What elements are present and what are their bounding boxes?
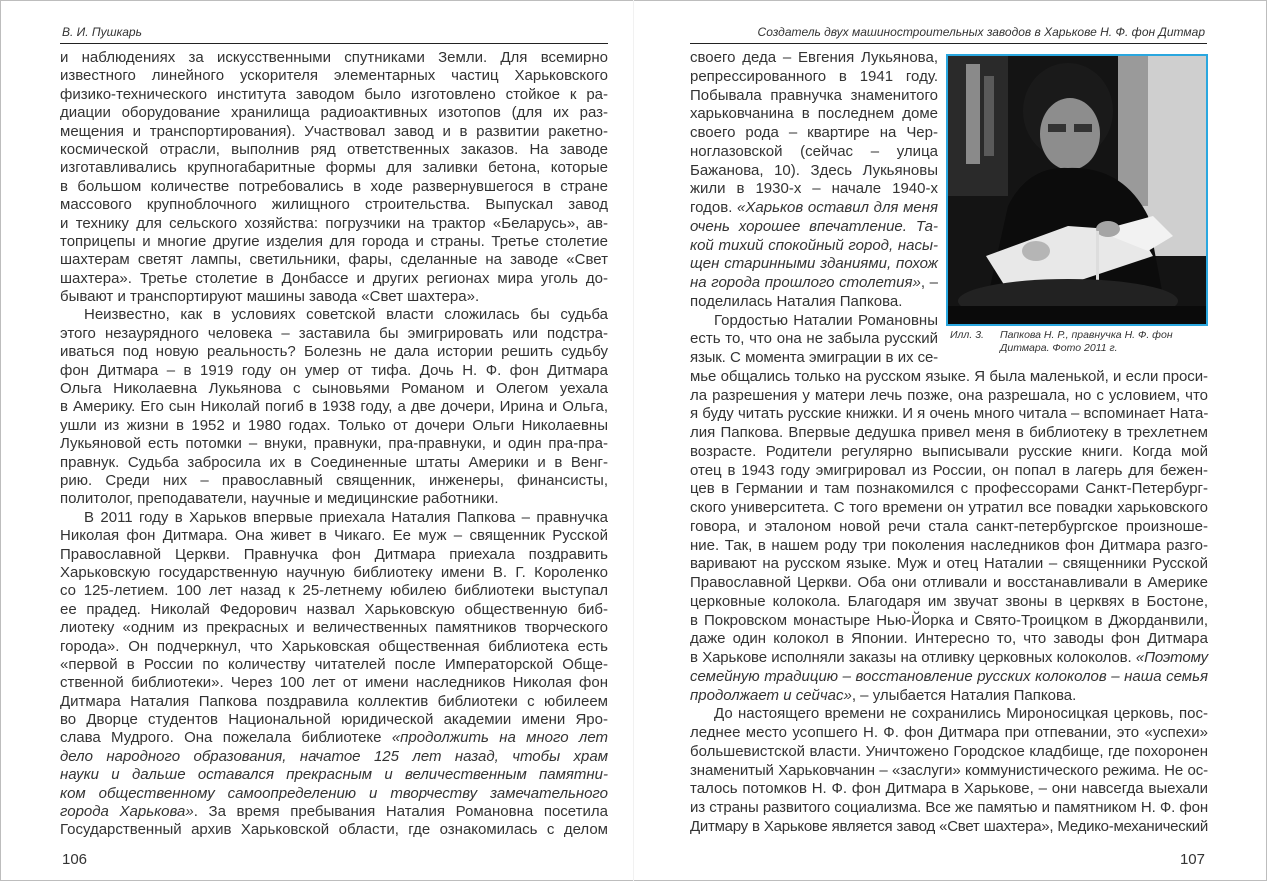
text-segment: со 125-летием. 100 лет назад к 25-летнему юбилею библиотеки выступал — [60, 582, 608, 600]
text-line — [60, 215, 608, 233]
text-line — [690, 443, 1208, 462]
text-segment: цев в Германии и там познакомился с профессорами Санкт-Петербург- — [690, 480, 1208, 498]
figure-photo — [946, 54, 1208, 326]
text-segment: Гордостью Наталии Романовны — [714, 311, 938, 329]
text-segment: ла разрешения у матери лечь позже, она разрешала, но с условием, что — [690, 386, 1208, 404]
text-segment: большевистской власти. Уничтожено Городское кладбище, где похоронен — [690, 742, 1208, 760]
photo-woman-writing-image — [948, 56, 1206, 324]
text-line — [60, 435, 608, 453]
text-line — [60, 306, 608, 324]
text-line — [690, 668, 1208, 687]
text-line — [690, 330, 938, 349]
text-line — [690, 124, 938, 143]
text-line — [60, 490, 608, 508]
text-line — [690, 293, 938, 312]
text-line — [690, 274, 938, 293]
text-segment: церковные колокола. Благодаря им звучат звоны в церквях в Бостоне, — [690, 592, 1208, 610]
figure-label: Илл. 3. — [950, 329, 984, 341]
text-line — [60, 362, 608, 380]
text-line — [60, 159, 608, 177]
text-segment: говора, и эталоном новой речи стала санкт-петербургское произноше- — [690, 517, 1208, 535]
italic-quote-segment: ком общественному самоопределению и творчеству замечательного — [60, 784, 608, 802]
text-line — [690, 349, 938, 368]
text-segment: шахтера». Третье столетие в Донбассе и других регионах мира уголь до- — [60, 269, 608, 287]
text-segment: политолог, преподаватели, научные и медицинские работники. — [60, 490, 499, 508]
running-head-right: Создатель двух машиностроительных заводов в Харькове Н. Ф. фон Дитмар — [757, 25, 1205, 39]
text-line — [60, 693, 608, 711]
text-line — [60, 123, 608, 141]
text-segment: и технику для сельского хозяйства: погрузчики на трактор «Беларусь», ав- — [60, 214, 608, 232]
text-line — [690, 312, 938, 331]
text-line — [60, 417, 608, 435]
text-segment: в Харькове исполняли заказы на отливку церковных колоколов. — [690, 649, 1136, 666]
text-segment: Харьковскую государственную научную библиотеку имени В. Г. Короленко — [60, 563, 608, 581]
text-segment: , – улыбается Наталия Папкова. — [851, 686, 1077, 704]
text-line — [60, 785, 608, 803]
italic-quote-segment: дело народного образования, начатое 125 лет назад, чтобы храм — [60, 747, 608, 765]
text-line — [60, 472, 608, 490]
text-line — [60, 288, 608, 306]
text-line — [690, 87, 938, 106]
text-segment: леднее место усопшего Н. Ф. фон Дитмара при отпевании, это «успехи» — [690, 724, 1208, 741]
text-segment: мье общались только на русском языке. Я была маленькой, и если проси- — [690, 367, 1208, 385]
text-line — [60, 619, 608, 637]
text-line — [60, 49, 608, 67]
text-segment: годов. — [690, 199, 738, 216]
text-line — [690, 743, 1208, 762]
text-segment: Неизвестно, как в условиях советской власти сложилась бы судьба — [84, 306, 608, 324]
text-segment: своего деда – Евгения Лукьянова, — [690, 49, 938, 66]
italic-quote-segment: на города прошлого столетия» — [690, 274, 921, 291]
text-segment: Лукьяновой есть потомки – внуки, правнуки, пра-правнуки, и один пра-пра- — [60, 435, 608, 453]
left-page-body — [60, 49, 608, 840]
text-line — [60, 251, 608, 269]
text-segment: Дитмара Наталия Папкова поздравила коллектив библиотеки с юбилеем — [60, 692, 608, 710]
text-line — [690, 593, 1208, 612]
text-line — [690, 799, 1208, 818]
text-line — [690, 424, 1208, 443]
text-segment: Побывала правнучка знаменитого — [690, 86, 938, 104]
text-line — [690, 724, 1208, 743]
text-segment: в Америку. Его сын Николай погиб в 1938 году, а две дочери, Ирина и Ольга, — [60, 398, 608, 416]
text-segment: космической отрасли, выполнив ряд ответственных заказов. На заводе — [60, 140, 608, 158]
text-line — [690, 180, 938, 199]
text-line — [690, 143, 938, 162]
text-line — [60, 233, 608, 251]
text-segment: Православной Церкви. Правнучка фон Дитмара приехала поздравить — [60, 545, 608, 563]
text-line — [690, 818, 1208, 837]
text-segment: лия Папкова. Впервые дедушка привел меня в библиотеку в трехлетнем — [690, 424, 1208, 441]
text-line — [60, 104, 608, 122]
text-segment: изготавливались крупногабаритные формы для заливки бетона, которые — [60, 159, 608, 177]
text-line — [690, 480, 1208, 499]
text-line — [60, 766, 608, 784]
text-line — [60, 270, 608, 288]
figure-caption-text — [1000, 329, 1173, 354]
text-segment: знаменитый Харьковчанин – «заслуги» коммунистического режима. Не ос- — [690, 761, 1208, 779]
text-segment: жили в 1930-х – начале 1940-х — [690, 180, 938, 198]
text-line — [60, 601, 608, 619]
italic-quote-segment: семейную традицию – восстановление русских колоколов – наша семья — [690, 667, 1208, 685]
text-segment: ушли из жизни в 1952 и 1980 годах. Только от дочери Ольги Николаевны — [60, 416, 608, 434]
text-segment: «первой в России по количеству читателей после Императорской Обще- — [60, 655, 608, 673]
text-segment: До настоящего времени не сохранились Мироносицкая церковь, пос- — [714, 705, 1208, 723]
text-line — [60, 398, 608, 416]
text-segment: харьковчанина в последнем доме — [690, 105, 938, 123]
text-line — [60, 509, 608, 527]
text-line — [60, 343, 608, 361]
text-line — [690, 68, 938, 87]
text-segment: ноглазовской (сейчас – улица — [690, 142, 938, 160]
italic-quote-segment: «Поэтому — [1135, 649, 1208, 666]
text-line — [60, 178, 608, 196]
text-segment: ее прадед. Николай Федорович назвал Харьковскую общественную биб- — [60, 600, 608, 618]
italic-quote-segment: очень хорошее впечатление. Та- — [690, 217, 938, 235]
text-segment: отец в 1943 году эмигрировал из России, он попал в лагерь для бежен- — [690, 461, 1208, 479]
text-segment: правнук. Судьба забросила их в Соединенные штаты Америки и в Венг- — [60, 453, 608, 471]
caption-line: Дитмара. Фото 2011 г. — [1000, 341, 1118, 354]
text-line — [60, 803, 608, 821]
text-line — [690, 162, 938, 181]
text-line — [690, 630, 1208, 649]
italic-quote-segment: щен старинными зданиями, похож — [690, 255, 938, 273]
text-line — [690, 780, 1208, 799]
text-line — [690, 555, 1208, 574]
text-line — [690, 518, 1208, 537]
text-segment: города». Он подчеркнул, что Харьковская общественная библиотека есть — [60, 637, 608, 655]
text-line — [690, 387, 1208, 406]
caption-line: Папкова Н. Р., правнучка Н. Ф. фон — [1000, 329, 1173, 341]
text-line — [60, 86, 608, 104]
text-segment: я буду читать русские книжки. И я очень много читала – вспоминает Ната- — [690, 405, 1209, 423]
text-segment: фон Дитмара – в 1919 году он умер от тифа. Дочь Н. Ф. фон Дитмара — [60, 361, 608, 379]
text-line — [60, 454, 608, 472]
text-line — [60, 564, 608, 582]
text-line — [690, 649, 1208, 668]
text-segment: варивают на русском языке. Муж и отец Наталии – священники Русской — [690, 555, 1208, 573]
text-line — [690, 574, 1208, 593]
text-line — [60, 582, 608, 600]
text-segment: Бажанова, 10). Здесь Лукьяновы — [690, 161, 938, 179]
text-segment: слава Мудрого. Она пожелала библиотеке — [60, 729, 392, 747]
text-segment: Государственный архив Харьковской области, где ознакомилась с делом — [60, 821, 608, 839]
text-segment: Православной Церкви. Оба они отливали и восстанавливали в Америке — [690, 574, 1208, 591]
text-segment: шахтерам светят лампы, светильники, фары, сделанные на заводе «Свет — [60, 251, 608, 269]
italic-quote-segment: науки и дальше оставался прекрасным и величественным памятни- — [60, 766, 608, 784]
text-line — [690, 705, 1208, 724]
text-line — [690, 499, 1208, 518]
text-line — [60, 527, 608, 545]
text-line — [690, 687, 1208, 706]
text-line — [690, 237, 938, 256]
text-line — [690, 218, 938, 237]
text-line — [690, 49, 938, 68]
italic-quote-segment: города Харькова» — [60, 803, 194, 821]
text-line — [690, 537, 1208, 556]
text-segment: даже один колокол в Японии. Интересно то, что заводы фон Дитмара — [690, 630, 1208, 648]
text-segment: есть то, что она не забыла русский — [690, 330, 938, 348]
text-segment: бывают и транспортируют машины завода «Свет шахтера». — [60, 288, 480, 306]
text-segment: Дитмару в Харькове является завод «Свет шахтера», Медико-механический — [690, 817, 1208, 835]
text-segment: ственной библиотеки». Через 100 лет от имени наследников Николая фон — [60, 674, 608, 692]
text-segment: Ольга Николаевна Лукьянова с сыновьями Романом и Олегом уехала — [60, 380, 608, 398]
text-line — [690, 105, 938, 124]
text-line — [690, 405, 1208, 424]
text-line — [60, 748, 608, 766]
text-line — [690, 199, 938, 218]
text-line — [60, 67, 608, 85]
text-segment: в большом количестве потребовались в ходе развернувшегося в стране — [60, 177, 608, 195]
text-segment: язык. С момента эмиграции в их се- — [690, 349, 938, 366]
text-line — [60, 674, 608, 692]
text-line — [60, 141, 608, 159]
text-line — [60, 656, 608, 674]
text-segment: в Покровском монастыре Нью-Йорка и Свято-Троицком в Джорданвили, — [690, 611, 1208, 629]
page-number-right: 107 — [1179, 851, 1205, 868]
text-segment: . За время пребывания Наталия Романовна посетила — [193, 803, 608, 821]
text-segment: иваться под новую реальность? Болезнь не дала истории решить судьбу — [60, 343, 608, 361]
text-segment: диации оборудование хранилища радиоактивных изотопов (для их раз- — [60, 104, 608, 122]
text-segment: репрессированного в 1941 году. — [690, 67, 938, 85]
text-segment: лиотеку «одним из прекрасных и величественных памятников творческого — [60, 619, 608, 637]
header-rule-right — [690, 43, 1207, 44]
text-line — [60, 325, 608, 343]
text-line — [60, 821, 608, 839]
header-rule-left — [60, 43, 608, 44]
text-segment: возрасте. Родители регулярно выписывали русские книги. Когда мой — [690, 442, 1208, 460]
text-line — [60, 711, 608, 729]
text-line — [60, 638, 608, 656]
text-segment: мещения и транспортирования). Участвовал завод и в развитии ракетно- — [60, 122, 608, 140]
italic-quote-segment: «Харьков оставил для меня — [737, 199, 938, 216]
text-segment: топрицепы и многие другие изделия для города и страны. Третье столетие — [60, 232, 608, 250]
text-segment: Николая фон Дитмара. Она живет в Чикаго. Ее муж – священник Русской — [60, 527, 608, 545]
text-segment: известного линейного ускорителя элементарных частиц Харьковского — [60, 67, 608, 85]
book-spine — [633, 0, 634, 881]
text-line — [60, 196, 608, 214]
text-line — [690, 368, 1208, 387]
running-head-left: В. И. Пушкарь — [62, 25, 142, 39]
text-segment: из страны развитого социализма. Все же памятью и памятником Н. Ф. фон — [690, 799, 1208, 816]
text-line — [690, 762, 1208, 781]
text-line — [690, 462, 1208, 481]
text-segment: своего рода – квартире на Чер- — [690, 124, 938, 141]
text-segment: и наблюдениях за искусственными спутниками Земли. Для всемирно — [60, 49, 608, 66]
text-segment: ского университета. С того времени он утратил все повадки харьковского — [690, 499, 1208, 516]
text-segment: рию. Среди них – православный священник, инженеры, финансисты, — [60, 471, 608, 489]
italic-quote-segment: продолжает и сейчас» — [690, 686, 852, 704]
text-segment: массового крупноблочного жилищного строительства. Выпускал завод — [60, 196, 608, 214]
italic-quote-segment: «продолжить на много лет — [391, 729, 608, 747]
text-segment: , – — [920, 274, 938, 291]
text-line — [60, 546, 608, 564]
text-segment: ние. Так, в нашем роду три поколения наследников фон Дитмара разго- — [690, 536, 1208, 554]
italic-quote-segment: кой тихий спокойный город, насы- — [690, 236, 938, 254]
text-segment: В 2011 году в Харьков впервые приехала Наталия Папкова – правнучка — [84, 508, 608, 526]
text-line — [690, 255, 938, 274]
text-segment: физико-технического института заводом было изготовлено стойкое к ра- — [60, 85, 608, 103]
text-line — [60, 729, 608, 747]
text-line — [690, 612, 1208, 631]
text-segment: во Дворце студентов Национальной юридической академии имени Яро- — [60, 711, 608, 729]
text-segment: поделилась Наталия Папкова. — [690, 292, 903, 310]
text-line — [60, 380, 608, 398]
text-segment: этого незаурядного человека – заставила бы эмигрировать или подстра- — [60, 324, 608, 342]
text-segment: талось потомков Н. Ф. фон Дитмара в Харькове, – они навсегда выехали — [690, 780, 1208, 798]
page-number-left: 106 — [62, 851, 88, 868]
